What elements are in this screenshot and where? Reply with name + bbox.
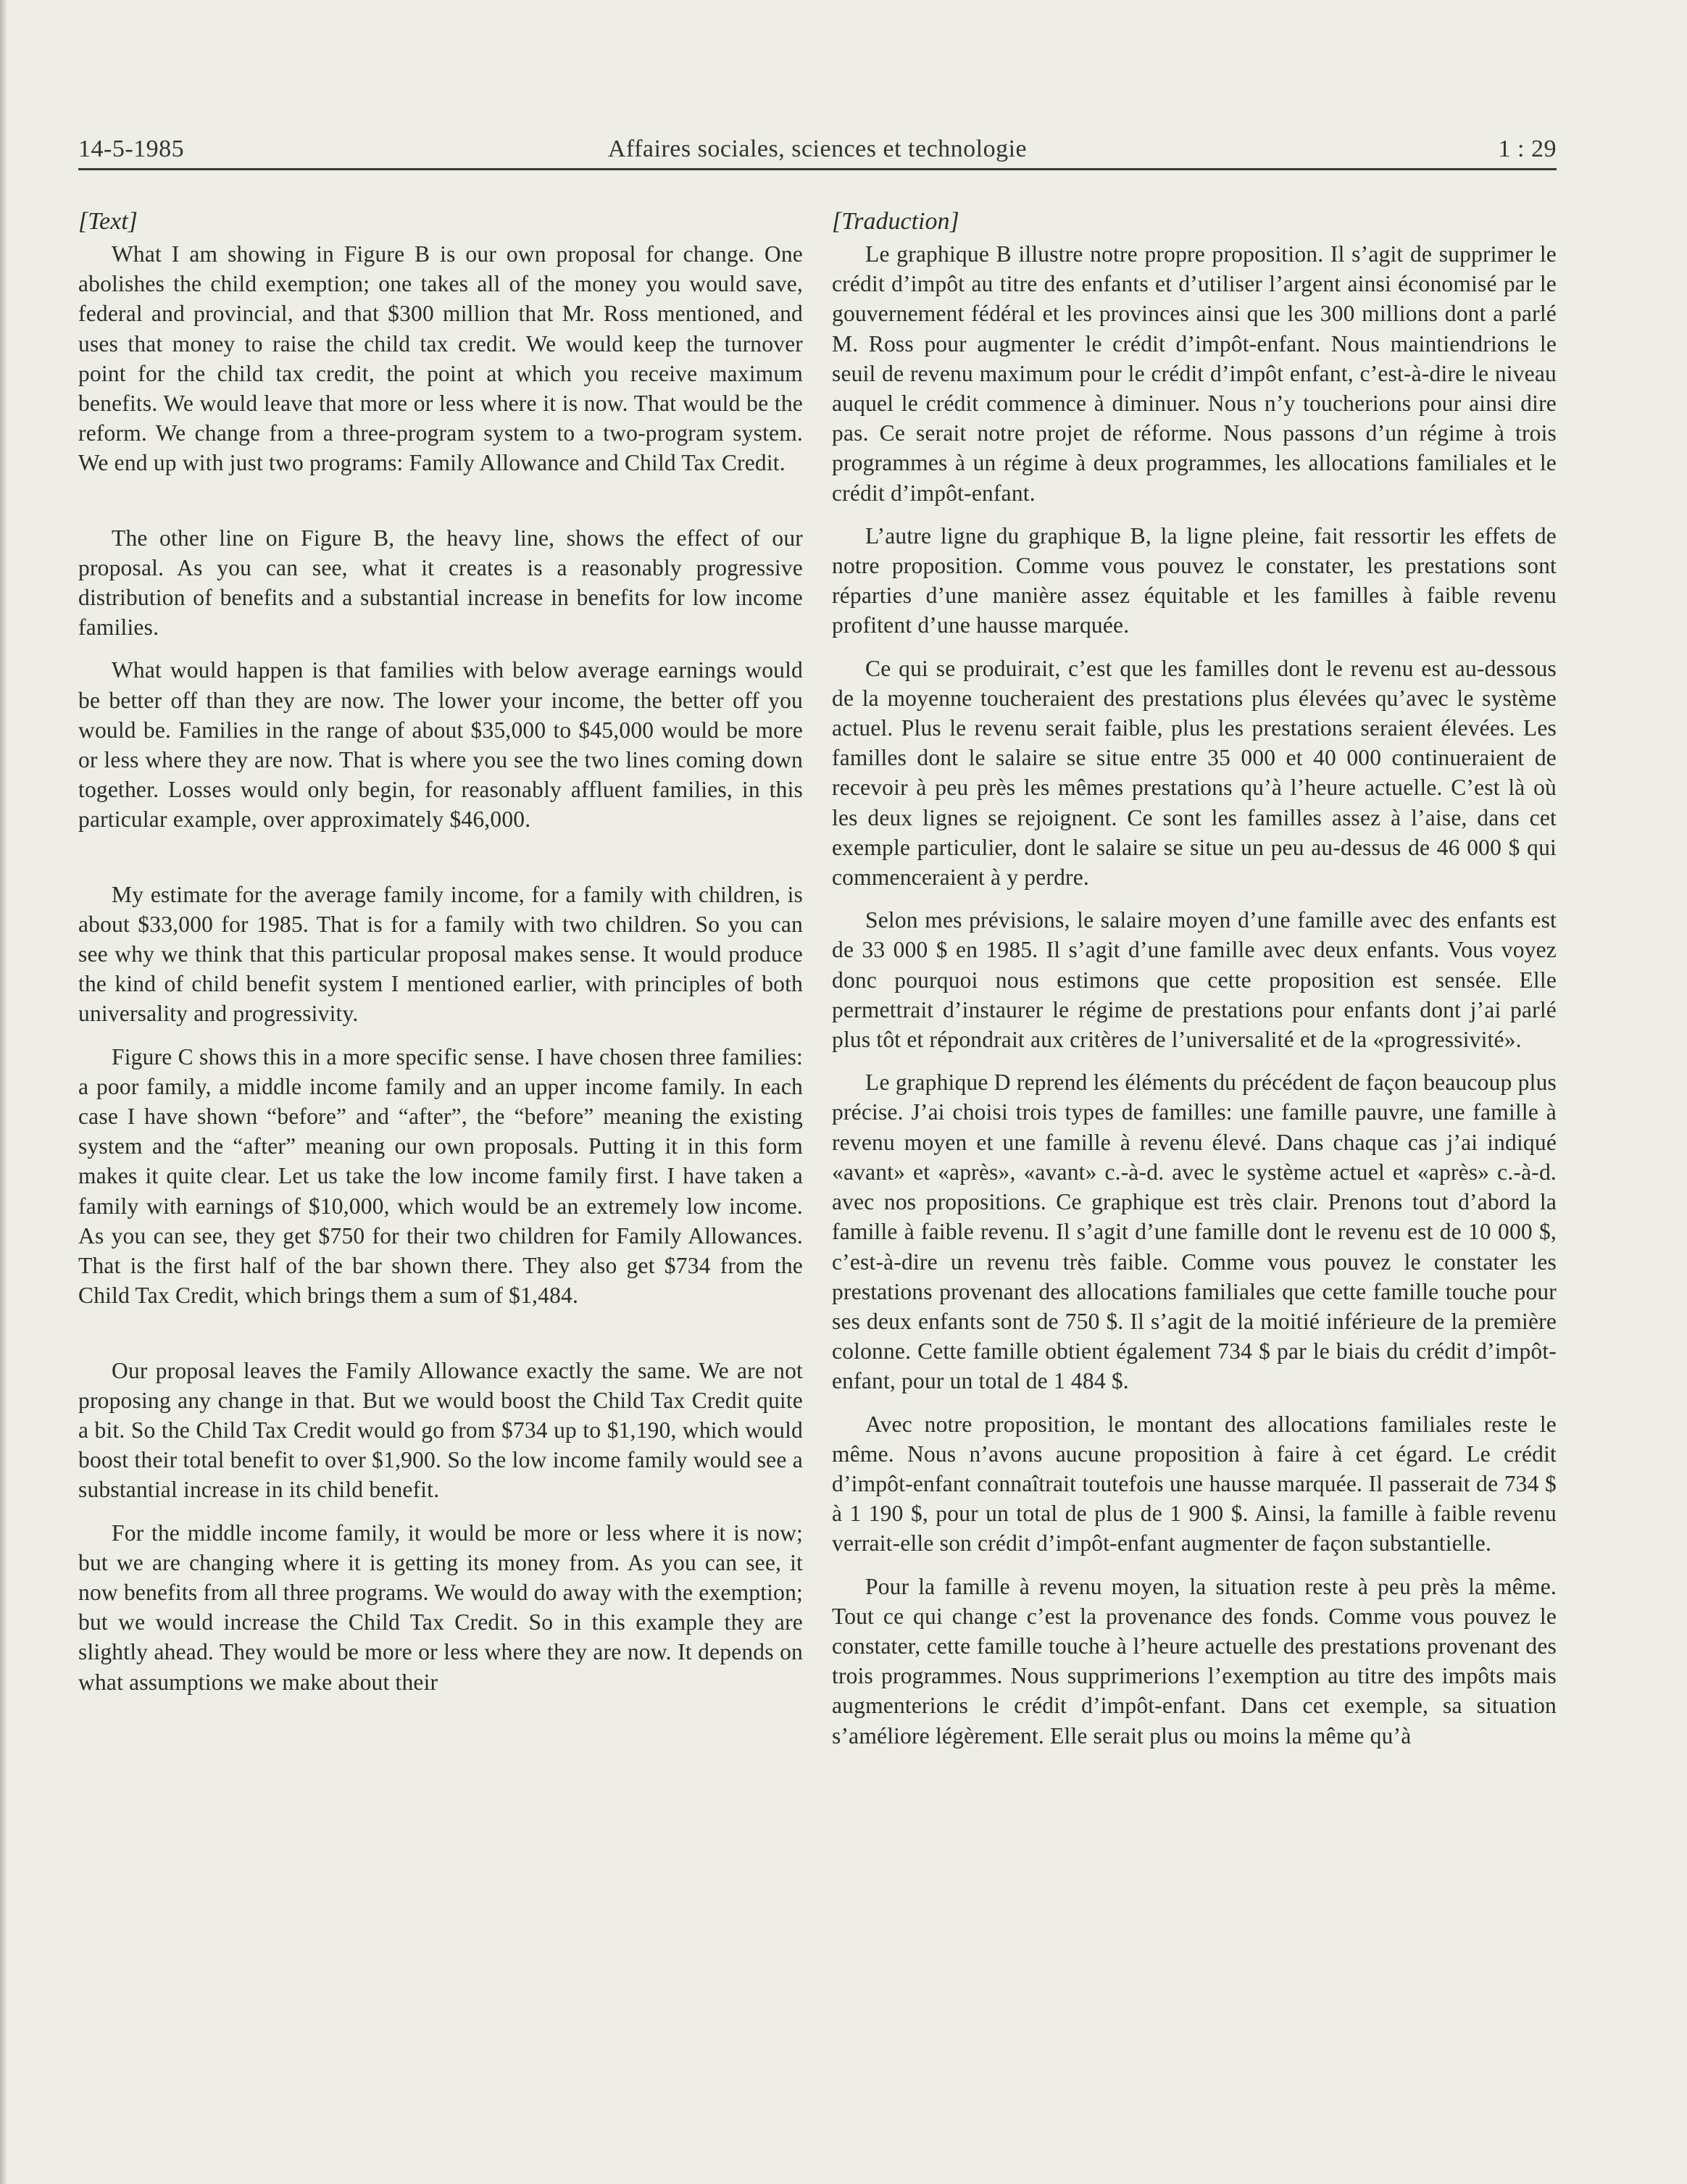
english-paragraph: What I am showing in Figure B is our own proposal for change. One abolishes the child exemption; one takes all of the money you would save, federal and provincial, and that $300 million that Mr. Ross mentioned, and uses that money to raise the child tax credit. We would keep the turnover point for the child tax credit, the point at which you receive maximum benefits. We would leave that more or less where it is now. That would be the reform. We change from a three-program system to a two-program system. We end up with just two programs: Family Allowance and Child Tax Credit. — [78, 241, 803, 476]
header-page-number: 1 : 29 — [1498, 136, 1557, 162]
french-paragraph: Le graphique B illustre notre propre proposition. Il s’agit de supprimer le crédit d’impôt au titre des enfants et d’utiliser l’argent ainsi économisé par le gouvernement fédéral et les provinces ainsi que les 300 millions dont a parlé M. Ross pour augmenter le crédit d’impôt-enfant. Nous maintiendrions le seuil de revenu maximum pour le crédit d’impôt enfant, c’est-à-dire le niveau auquel le crédit commence à diminuer. Nous n’y toucherions pour ainsi dire pas. Ce serait notre projet de réforme. Nous passons d’un régime à trois programmes à un régime à deux programmes, les allocations familiales et le crédit d’impôt-enfant. — [832, 241, 1557, 506]
english-column-tag: [Text] — [78, 208, 138, 235]
english-paragraph: What would happen is that families with below average earnings would be better off than they are now. The lower your income, the better off you would be. Families in the range of about $35,000 to $45,000 would be more or less where they are now. That is where you see the two lines coming down together. Losses would only begin, for reasonably affluent families, in this particular example, over approximately $46,000. — [78, 657, 803, 833]
english-paragraph: My estimate for the average family income, for a family with children, is about $33,000 for 1985. That is for a family with two children. So you can see why we think that this particular proposal makes sense. It would produce the kind of child benefit system I mentioned earlier, with principles of both universality and progressivity. — [78, 881, 803, 1027]
french-column — [832, 207, 1557, 1764]
header-rule — [78, 168, 1557, 170]
english-column — [78, 207, 803, 1710]
page-edge-shadow — [0, 0, 7, 2184]
english-paragraph: Our proposal leaves the Family Allowance exactly the same. We are not proposing any change in that. But we would boost the Child Tax Credit quite a bit. So the Child Tax Credit would go from $734 up to $1,190, which would boost their total benefit to over $1,900. So the low income family would see a substantial increase in its child benefit. — [78, 1357, 803, 1503]
french-column-tag: [Traduction] — [832, 208, 959, 235]
french-paragraph: Le graphique D reprend les éléments du précédent de façon beaucoup plus précise. J’ai choisi trois types de familles: une famille pauvre, une famille à revenu moyen et une famille à revenu élevé. Dans chaque cas j’ai indiqué «avant» et «après», «avant» c.-à-d. avec le système actuel et «après» c.-à-d. avec nos propositions. Ce graphique est très clair. Prenons tout d’abord la famille à faible revenu. Il s’agit d’une famille dont le revenu est de 10 000 $, c’est-à-dire un revenu très faible. Comme vous pouvez le constater les prestations provenant des allocations familiales que cette famille touche pour ses deux enfants sont de 750 $. Il s’agit de la moitié inférieure de la première colonne. Cette famille obtient également 734 $ par le biais du crédit d’impôt-enfant, pour un total de 1 484 $. — [832, 1070, 1557, 1394]
english-paragraph: The other line on Figure B, the heavy line, shows the effect of our proposal. As you can see, what it creates is a reasonably progressive distribution of benefits and a substantial increase in benefits for low income families. — [78, 525, 803, 641]
header-title: Affaires sociales, sciences et technologie — [607, 136, 1028, 162]
french-paragraph: Pour la famille à revenu moyen, la situation reste à peu près la même. Tout ce qui change c’est la provenance des fonds. Comme vous pouvez le constater, cette famille touche à l’heure actuelle des prestations provenant des trois programmes. Nous supprimerions l’exemption au titre des impôts mais augmenterions le crédit d’impôt-enfant. Dans cet exemple, sa situation s’améliore légèrement. Elle serait plus ou moins la même qu’à — [832, 1573, 1557, 1749]
running-header — [78, 135, 1557, 171]
french-paragraph: Ce qui se produirait, c’est que les familles dont le revenu est au-dessous de la moyenne toucheraient des prestations plus élevées qu’avec le système actuel. Plus le revenu serait faible, plus les prestations seraient élevées. Les familles dont le salaire se situe entre 35 000 et 40 000 continueraient de recevoir à peu près les mêmes prestations qu’à l’heure actuelle. C’est là où les deux lignes se rejoignent. Ce sont les familles assez à l’aise, dans cet exemple particulier, dont le salaire se situe un peu au-dessus de 46 000 $ qui commenceraient à y perdre. — [832, 655, 1557, 891]
english-paragraph: For the middle income family, it would be more or less where it is now; but we are changing where it is getting its money from. As you can see, it now benefits from all three programs. We would do away with the exemption; but we would increase the Child Tax Credit. So in this example they are slightly ahead. They would be more or less where they are now. It depends on what assumptions we make about their — [78, 1520, 803, 1695]
english-paragraph: Figure C shows this in a more specific sense. I have chosen three families: a poor family, a middle income family and an upper income family. In each case I have shown “before” and “after”, the “before” meaning the existing system and the “after” meaning our own proposals. Putting it in this form makes it quite clear. Let us take the low income family first. I have taken a family with earnings of $10,000, which would be an extremely low income. As you can see, they get $750 for their two children for Family Allowances. That is the first half of the bar shown there. They also get $734 from the Child Tax Credit, which brings them a sum of $1,484. — [78, 1043, 803, 1309]
french-paragraph: Selon mes prévisions, le salaire moyen d’une famille avec des enfants est de 33 000 $ en 1985. Il s’agit d’une famille avec deux enfants. Vous voyez donc pourquoi nous estimons que cette proposition est sensée. Elle permettrait d’instaurer le régime de prestations pour enfants dont j’ai parlé plus tôt et répondrait aux critères de l’universalité et de la «progressivité». — [832, 907, 1557, 1053]
french-paragraph: L’autre ligne du graphique B, la ligne pleine, fait ressortir les effets de notre proposition. Comme vous pouvez le constater, les prestations sont réparties d’une manière assez équitable et les familles à faible revenu profitent d’une hausse marquée. — [832, 522, 1557, 638]
header-date: 14-5-1985 — [78, 136, 185, 162]
french-paragraph: Avec notre proposition, le montant des allocations familiales reste le même. Nous n’avons aucune proposition à faire à cet égard. Le crédit d’impôt-enfant connaîtrait toutefois une hausse marquée. Il passerait de 734 $ à 1 190 $, pour un total de plus de 1 900 $. Ainsi, la famille à faible revenu verrait-elle son crédit d’impôt-enfant augmenter de façon substantielle. — [832, 1411, 1557, 1556]
